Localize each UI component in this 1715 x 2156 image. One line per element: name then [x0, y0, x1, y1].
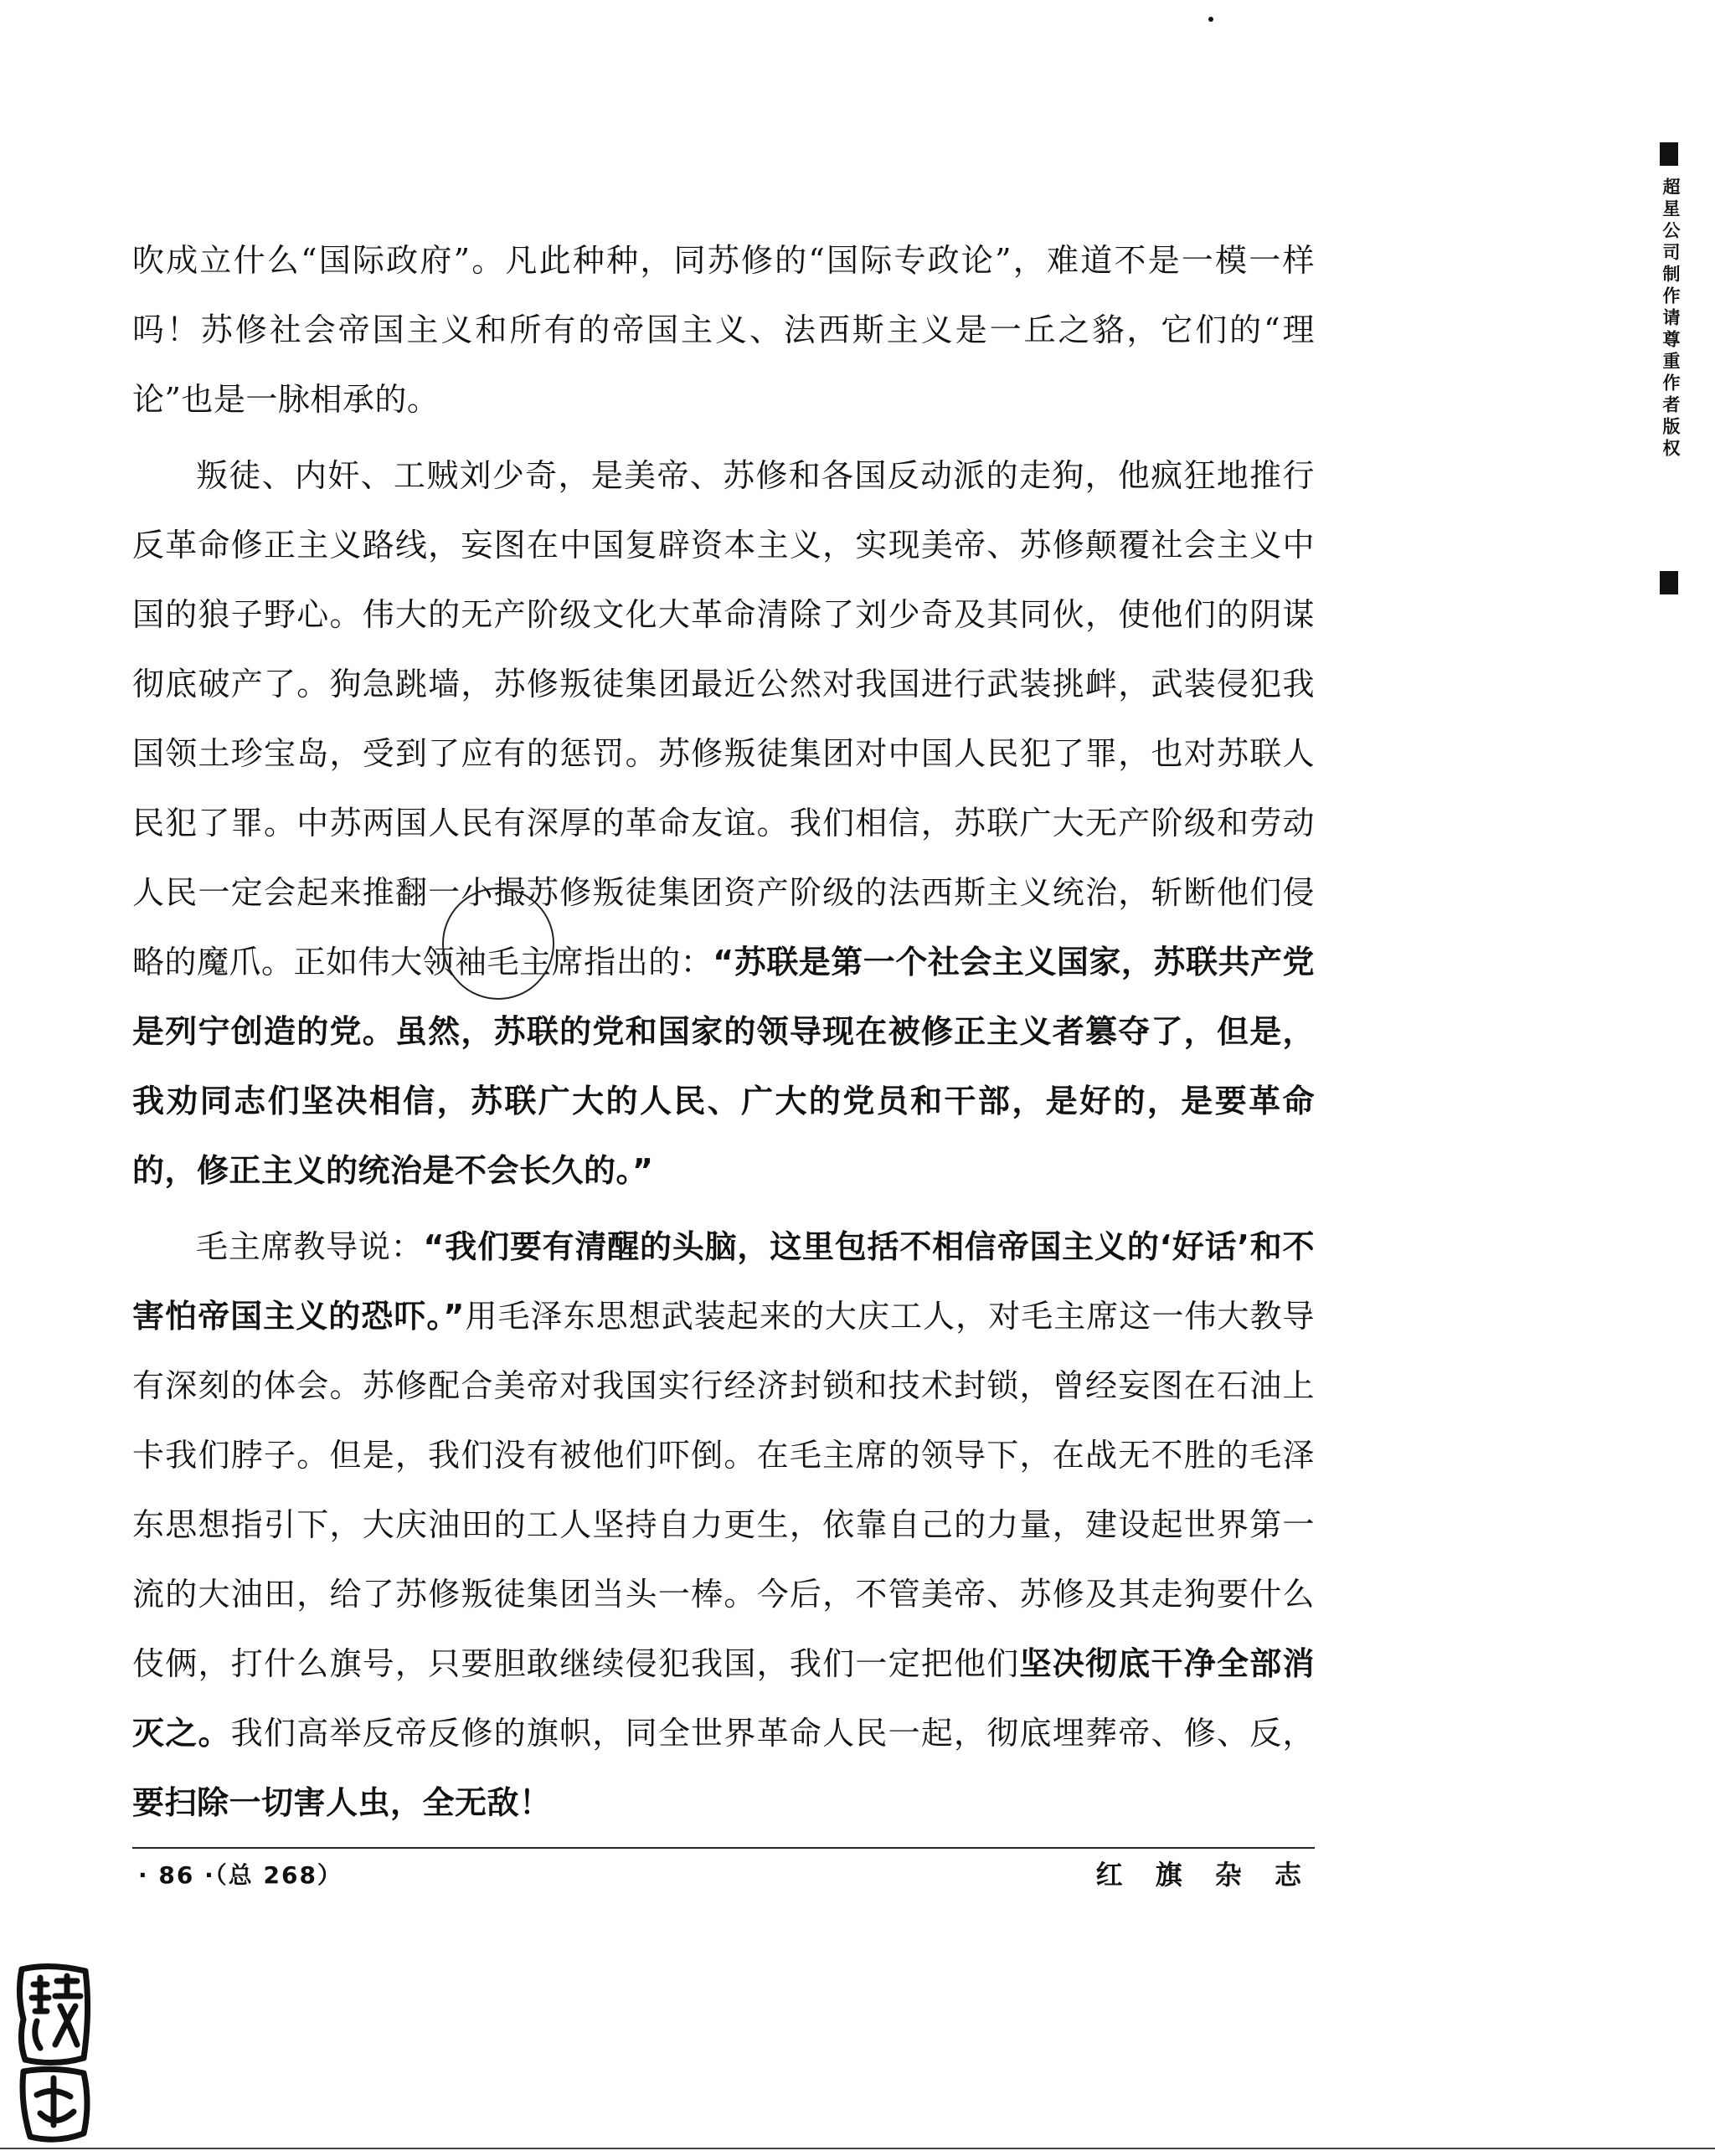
- paragraph-2-quote: “苏联是第一个社会主义国家，苏联共产党是列宁创造的党。虽然，苏联的党和国家的领导现在被修正主义者篡夺了，但是，我劝同志们坚决相信，苏联广大的人民、广大的党员和干部，是好的，是要革命的，修正主义的统治是不会长久的。”: [132, 944, 1315, 1189]
- copyright-side-notice: 超星公司制作请尊重作者版权: [1661, 178, 1681, 461]
- hand-drawn-circle-mark: [442, 888, 554, 1000]
- paragraph-3-bold-2: 要扫除一切害人虫，全无敌！: [132, 1784, 552, 1821]
- side-notice-top-bar: [1660, 142, 1678, 166]
- paragraph-3-tail: 我们高举反帝反修的旗帜，同全世界革命人民一起，彻底埋葬帝、修、反，: [230, 1715, 1315, 1752]
- footer-divider: [132, 1847, 1315, 1849]
- article-body: [132, 226, 1315, 1838]
- scan-speck: [1208, 17, 1213, 22]
- page-number: · 86 ·（总 268）: [138, 1861, 342, 1889]
- paragraph-3-bold-1: 坚决彻底干净全部消灭之。: [132, 1645, 1315, 1752]
- side-notice-bottom-bar: [1660, 571, 1678, 594]
- library-seal-icon: [12, 1961, 95, 2145]
- paragraph-3-mid: 用毛泽东思想武装起来的大庆工人，对毛主席这一伟大教导有深刻的体会。苏修配合美帝对我国实行经济封锁和技术封锁，曾经妄图在石油上卡我们脖子。但是，我们没有被他们吓倒。在毛主席的领导下，在战无不胜的毛泽东思想指引下，大庆油田的工人坚持自力更生，依靠自己的力量，建设起世界第一流的大油田，给了苏修叛徒集团当头一棒。今后，不管美帝、苏修及其走狗要什么伎俩，打什么旗号，只要胆敢继续侵犯我国，我们一定把他们: [132, 1298, 1315, 1682]
- paragraph-3: [132, 1212, 1315, 1838]
- paragraph-2-text: 叛徒、内奸、工贼刘少奇，是美帝、苏修和各国反动派的走狗，他疯狂地推行反革命修正主义路线，妄图在中国复辟资本主义，实现美帝、苏修颠覆社会主义中国的狼子野心。伟大的无产阶级文化大革命清除了刘少奇及其同伙，使他们的阴谋彻底破产了。狗急跳墙，苏修叛徒集团最近公然对我国进行武装挑衅，武装侵犯我国领土珍宝岛，受到了应有的惩罚。苏修叛徒集团对中国人民犯了罪，也对苏联人民犯了罪。中苏两国人民有深厚的革命友谊。我们相信，苏联广大无产阶级和劳动人民一定会起来推翻一小撮苏修叛徒集团资产阶级的法西斯主义统治，斩断他们侵略的魔爪。正如伟大领袖毛主席指出的：: [132, 457, 1315, 980]
- journal-name: 红 旗 杂 志: [1095, 1859, 1313, 1891]
- scan-bottom-edge: [0, 2148, 1715, 2149]
- paragraph-3-quote: “我们要有清醒的头脑，这里包括不相信帝国主义的‘好话’和不害怕帝国主义的恐吓。”: [132, 1228, 1315, 1335]
- paragraph-1: [132, 226, 1315, 435]
- paragraph-1-text: 吹成立什么“国际政府”。凡此种种，同苏修的“国际专政论”，难道不是一模一样吗！苏修社会帝国主义和所有的帝国主义、法西斯主义是一丘之貉，它们的“理论”也是一脉相承的。: [132, 242, 1315, 418]
- paragraph-2: [132, 441, 1315, 1206]
- paragraph-3-lead: 毛主席教导说：: [196, 1228, 424, 1265]
